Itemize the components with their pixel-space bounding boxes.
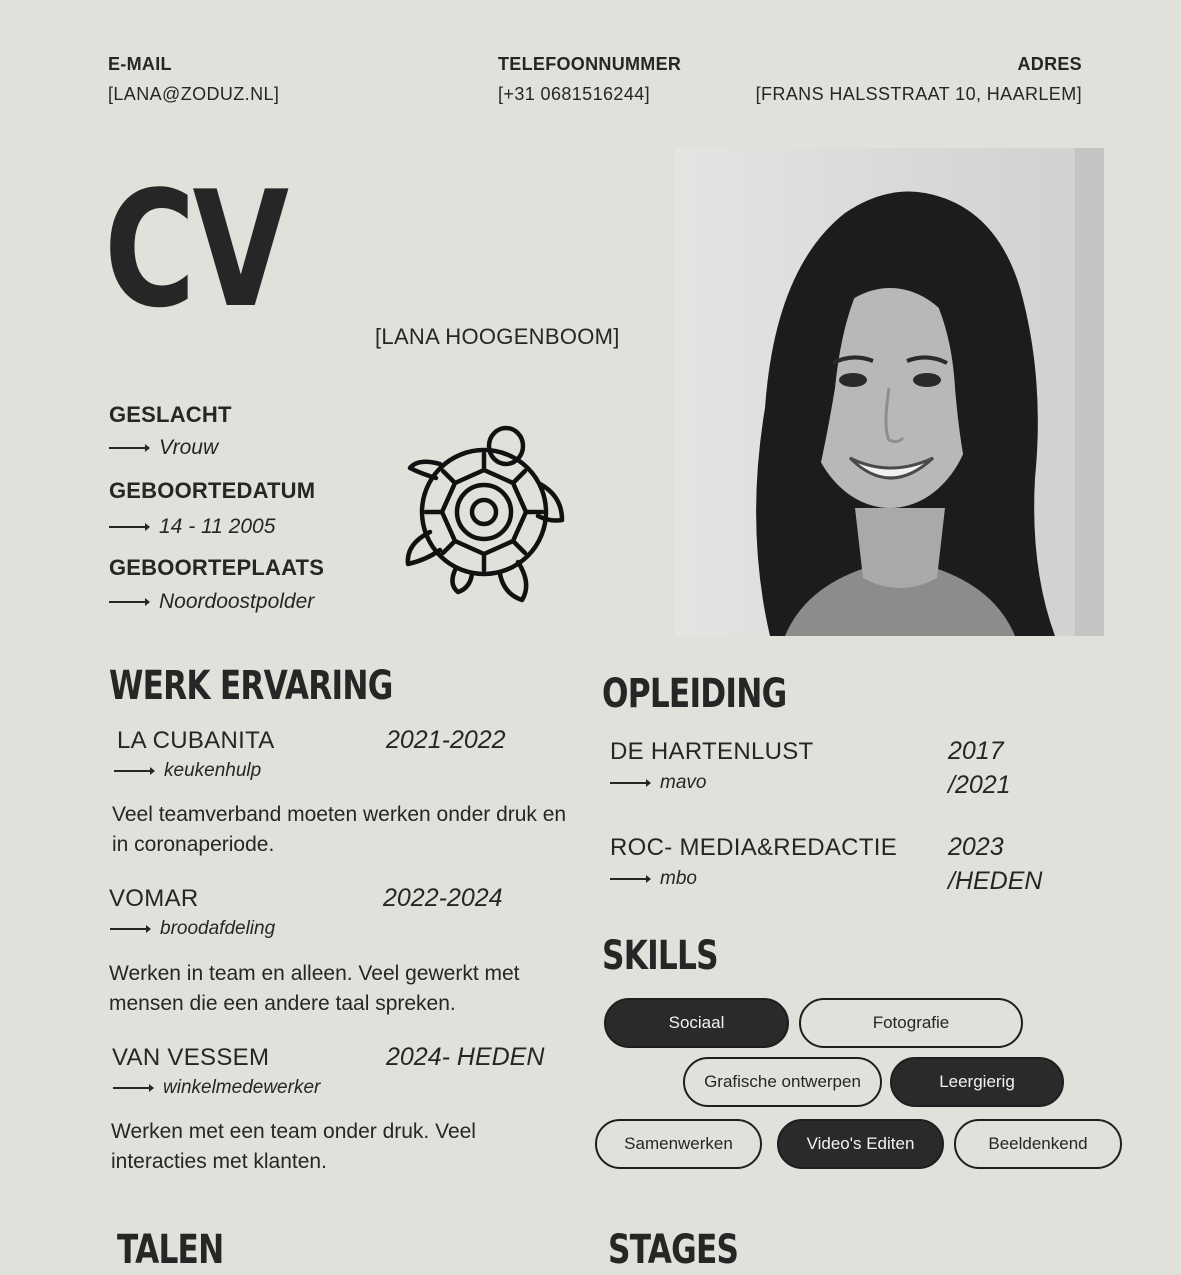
job-role bbox=[114, 760, 261, 782]
arrow-right-icon bbox=[109, 601, 149, 603]
job-role bbox=[110, 918, 275, 940]
birthplace-value-text: Noordoostpolder bbox=[159, 590, 315, 613]
gender-label: GESLACHT bbox=[109, 402, 232, 427]
job-description: Werken met een team onder druk. Veel interacties met klanten. bbox=[111, 1120, 476, 1173]
arrow-right-icon bbox=[114, 770, 154, 772]
address-label: ADRES bbox=[1017, 54, 1082, 74]
skill-pill-samenwerken[interactable]: Samenwerken bbox=[595, 1119, 762, 1169]
skill-pill-fotografie[interactable]: Fotografie bbox=[799, 998, 1023, 1048]
job-role-text: winkelmedewerker bbox=[163, 1077, 321, 1098]
education-level-text: mbo bbox=[660, 868, 697, 889]
job-description: Werken in team en alleen. Veel gewerkt met mensen die een andere taal spreken. bbox=[109, 962, 520, 1015]
turtle-icon bbox=[400, 424, 570, 604]
education-section-title: OPLEIDING bbox=[602, 671, 787, 717]
birthplace-value bbox=[109, 590, 314, 614]
person-name: [LANA HOOGENBOOM] bbox=[375, 324, 620, 349]
skill-pill-beeldenkend[interactable]: Beeldenkend bbox=[954, 1119, 1122, 1169]
languages-section-title: TALEN bbox=[117, 1227, 224, 1273]
skill-pill-sociaal[interactable]: Sociaal bbox=[604, 998, 789, 1048]
education-level bbox=[610, 772, 706, 794]
arrow-right-icon bbox=[110, 928, 150, 930]
gender-value-text: Vrouw bbox=[159, 436, 219, 459]
birthplace-label: GEBOORTEPLAATS bbox=[109, 555, 325, 580]
arrow-right-icon bbox=[109, 447, 149, 449]
job-role-text: broodafdeling bbox=[160, 918, 276, 939]
job-role bbox=[113, 1077, 320, 1099]
skills-section-title: SKILLS bbox=[602, 933, 718, 979]
address-value: [FRANS HALSSTRAAT 10, HAARLEM] bbox=[755, 84, 1082, 104]
job-description: Veel teamverband moeten werken onder druk en in coronaperiode. bbox=[112, 803, 567, 856]
education-year-start: 2023 bbox=[948, 833, 1004, 861]
job-role-text: keukenhulp bbox=[164, 760, 262, 781]
arrow-right-icon bbox=[109, 526, 149, 528]
job-years: 2021-2022 bbox=[386, 726, 506, 754]
education-school: DE HARTENLUST bbox=[610, 738, 814, 765]
job-years: 2024- HEDEN bbox=[386, 1043, 545, 1071]
birthdate-value-text: 14 - 11 2005 bbox=[159, 515, 276, 538]
email-label: E-MAIL bbox=[108, 54, 172, 74]
arrow-right-icon bbox=[610, 782, 650, 784]
skill-pill-video-editen[interactable]: Video's Editen bbox=[777, 1119, 944, 1169]
education-school: ROC- MEDIA&REDACTIE bbox=[610, 834, 898, 861]
work-section-title: WERK ERVARING bbox=[109, 663, 393, 709]
email-value[interactable]: [LANA@ZODUZ.NL] bbox=[108, 84, 280, 104]
job-company: LA CUBANITA bbox=[117, 727, 275, 754]
phone-label: TELEFOONNUMMER bbox=[498, 54, 682, 74]
education-year-end: /HEDEN bbox=[948, 867, 1043, 895]
education-level-text: mavo bbox=[660, 772, 707, 793]
education-year-start: 2017 bbox=[948, 737, 1004, 765]
job-company: VOMAR bbox=[109, 885, 199, 912]
education-level bbox=[610, 868, 697, 890]
job-company: VAN VESSEM bbox=[112, 1044, 270, 1071]
birthdate-label: GEBOORTEDATUM bbox=[109, 478, 316, 503]
profile-photo bbox=[675, 148, 1104, 636]
portrait-illustration bbox=[675, 148, 1104, 636]
phone-value[interactable]: [+31 0681516244] bbox=[498, 84, 651, 104]
job-years: 2022-2024 bbox=[383, 884, 503, 912]
arrow-right-icon bbox=[610, 878, 650, 880]
cv-title: CV bbox=[104, 156, 286, 343]
arrow-right-icon bbox=[113, 1087, 153, 1089]
education-year-end: /2021 bbox=[948, 771, 1011, 799]
skill-pill-grafische-ontwerpen[interactable]: Grafische ontwerpen bbox=[683, 1057, 882, 1107]
internships-section-title: STAGES bbox=[608, 1227, 739, 1273]
gender-value bbox=[109, 436, 218, 460]
skill-pill-leergierig[interactable]: Leergierig bbox=[890, 1057, 1064, 1107]
birthdate-value bbox=[109, 515, 275, 539]
